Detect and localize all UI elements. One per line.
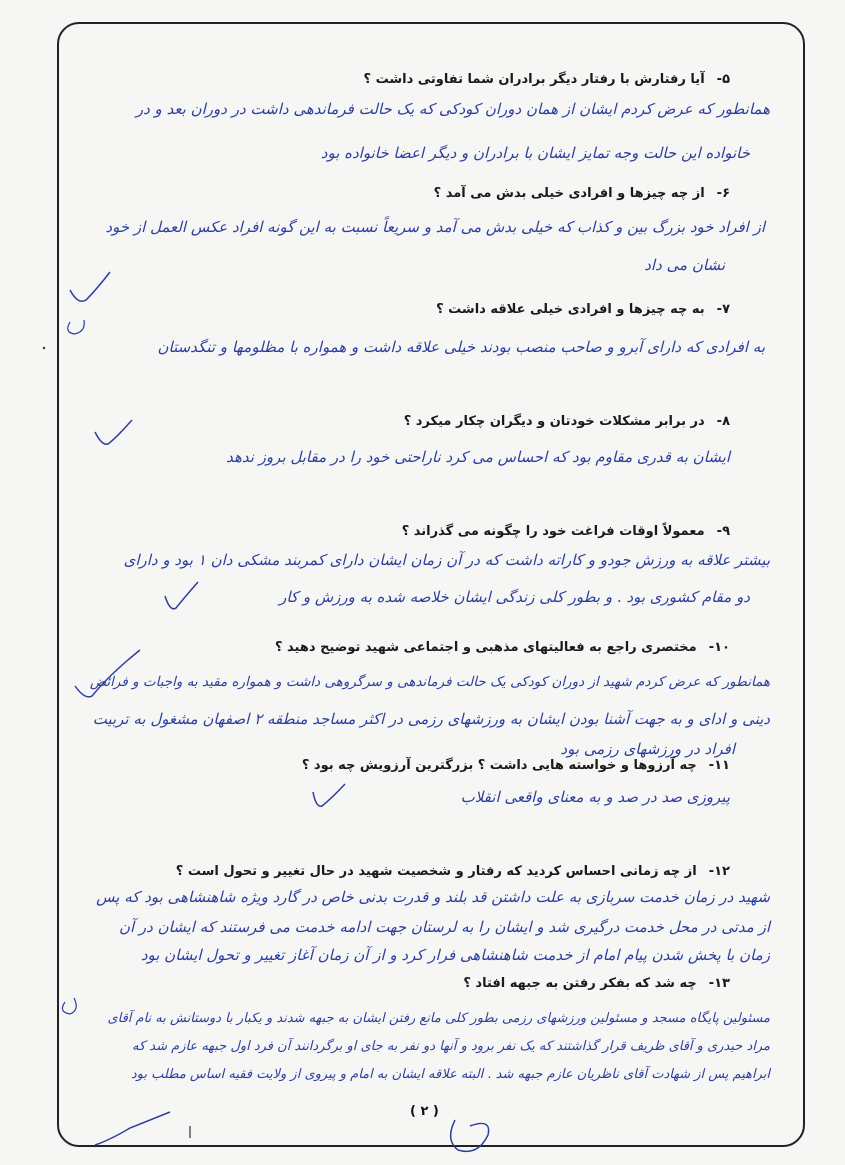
question-10 <box>275 640 730 655</box>
question-number: ۹- <box>716 524 730 539</box>
question-number: ۱۳- <box>708 976 730 991</box>
answer-9-line-1: بیشتر علاقه به ورزش جودو و کاراته داشت که در آن زمان ایشان دارای کمربند مشکی دان ۱ بود و دارای <box>123 551 770 569</box>
question-9 <box>402 524 730 539</box>
question-5 <box>364 72 731 87</box>
question-text: چه شد که بفکر رفتن به جبهه افتاد ؟ <box>463 976 697 991</box>
answer-9-line-2: دو مقام کشوری بود . و بطور کلی زندگی ایشان خلاصه شده به ورزش و کار <box>279 588 750 606</box>
question-number: ۵- <box>716 72 730 87</box>
answer-12-line-3: زمان با پخش شدن پیام امام از خدمت شاهنشاهی فرار کرد و از آن زمان آغاز تغییر و تحول ایشان بود <box>140 946 770 964</box>
answer-7-line-1: به افرادی که دارای آبرو و صاحب منصب بودند خیلی علاقه داشت و همواره با مظلومها و تنگدستان <box>157 338 765 356</box>
answer-11-line-1: پیروزی صد در صد و به معنای واقعی انقلاب <box>460 788 730 806</box>
answer-5-line-2: خانواده این حالت وجه تمایز ایشان با برادران و دیگر اعضا خانواده بود <box>320 144 750 162</box>
question-6 <box>434 186 730 201</box>
question-12 <box>176 864 730 879</box>
answer-10-line-1: همانطور که عرض کردم شهید از دوران کودکی یک حالت فرماندهی و سرگروهی داشت و همواره مقید به واجبات و فرائض <box>89 674 770 690</box>
question-text: معمولاً اوقات فراغت خود را چگونه می گذراند ؟ <box>401 524 705 539</box>
question-number: ۷- <box>716 302 730 317</box>
question-text: از چه زمانی احساس کردید که رفتار و شخصیت شهید در حال تغییر و تحول است ؟ <box>175 864 697 879</box>
answer-6-line-2: نشان می داد <box>644 256 725 274</box>
answer-12-line-2: از مدتی در محل خدمت درگیری شد و ایشان را به لرستان جهت ادامه خدمت می فرستند که ایشان در آن <box>118 918 770 936</box>
question-number: ۸- <box>716 414 730 429</box>
dot-mark-icon <box>43 347 45 349</box>
answer-5-line-1: همانطور که عرض کردم ایشان از همان دوران کودکی که یک حالت فرماندهی داشت در دوران بعد و در <box>135 100 770 118</box>
question-text: در برابر مشکلات خودتان و دیگران چکار میکرد ؟ <box>403 414 705 429</box>
answer-6-line-1: از افراد خود بزرگ بین و کذاب که خیلی بدش می آمد و سریعاً نسبت به این گونه افراد عکس العمل از خود <box>105 218 765 236</box>
answer-10-line-3: افراد در ورزشهای رزمی بود <box>560 740 735 758</box>
answer-13-line-1: مسئولین پایگاه مسجد و مسئولین ورزشهای رزمی بطور کلی مانع رفتن ایشان به جبهه شدند و یکبار با دوستانش به نام آقای <box>107 1011 770 1026</box>
question-number: ۶- <box>716 186 730 201</box>
answer-8-line-1: ایشان به قدری مقاوم بود که احساس می کرد ناراحتی خود را در مقابل بروز ندهد <box>226 448 730 466</box>
question-text: آیا رفتارش با رفتار دیگر برادران شما تفاوتی داشت ؟ <box>363 72 705 87</box>
question-11 <box>302 758 730 773</box>
answer-12-line-1: شهید در زمان خدمت سربازی به علت داشتن قد بلند و قدرت بدنی خاص در گارد ویژه شاهنشاهی بود که پس <box>96 888 770 906</box>
question-number: ۱۰- <box>708 640 730 655</box>
question-13 <box>463 976 730 991</box>
question-number: ۱۲- <box>708 864 730 879</box>
answer-10-line-2: دینی و ادای و به جهت آشنا بودن ایشان به ورزشهای رزمی در اکثر مساجد منطقه ۲ اصفهان مشغول به تربیت <box>92 710 770 728</box>
answer-13-line-2: مراد حیدری و آقای ظریف قرار گذاشتند که یک نفر برود و آنها دو نفر به جای او برگردانند آن فرد اول جبهه عازم شد که <box>132 1039 770 1054</box>
question-text: از چه چیزها و افرادی خیلی بدش می آمد ؟ <box>433 186 705 201</box>
question-text: به چه چیزها و افرادی خیلی علاقه داشت ؟ <box>436 302 705 317</box>
question-text: مختصری راجع به فعالیتهای مذهبی و اجتماعی شهید توضیح دهید ؟ <box>274 640 697 655</box>
answer-13-line-3: ابراهیم پس از شهادت آقای ناظریان عازم جبهه شد . البته علاقه ایشان به امام و پیروی از ولایت فقیه اساس مطلب بود <box>130 1067 770 1082</box>
question-7 <box>436 302 730 317</box>
question-number: ۱۱- <box>708 758 730 773</box>
page-number: ( ۲ ) <box>410 1104 439 1119</box>
question-8 <box>404 414 730 429</box>
question-text: چه آرزوها و خواسته هایی داشت ؟ بزرگترین آرزویش چه بود ؟ <box>301 758 697 773</box>
